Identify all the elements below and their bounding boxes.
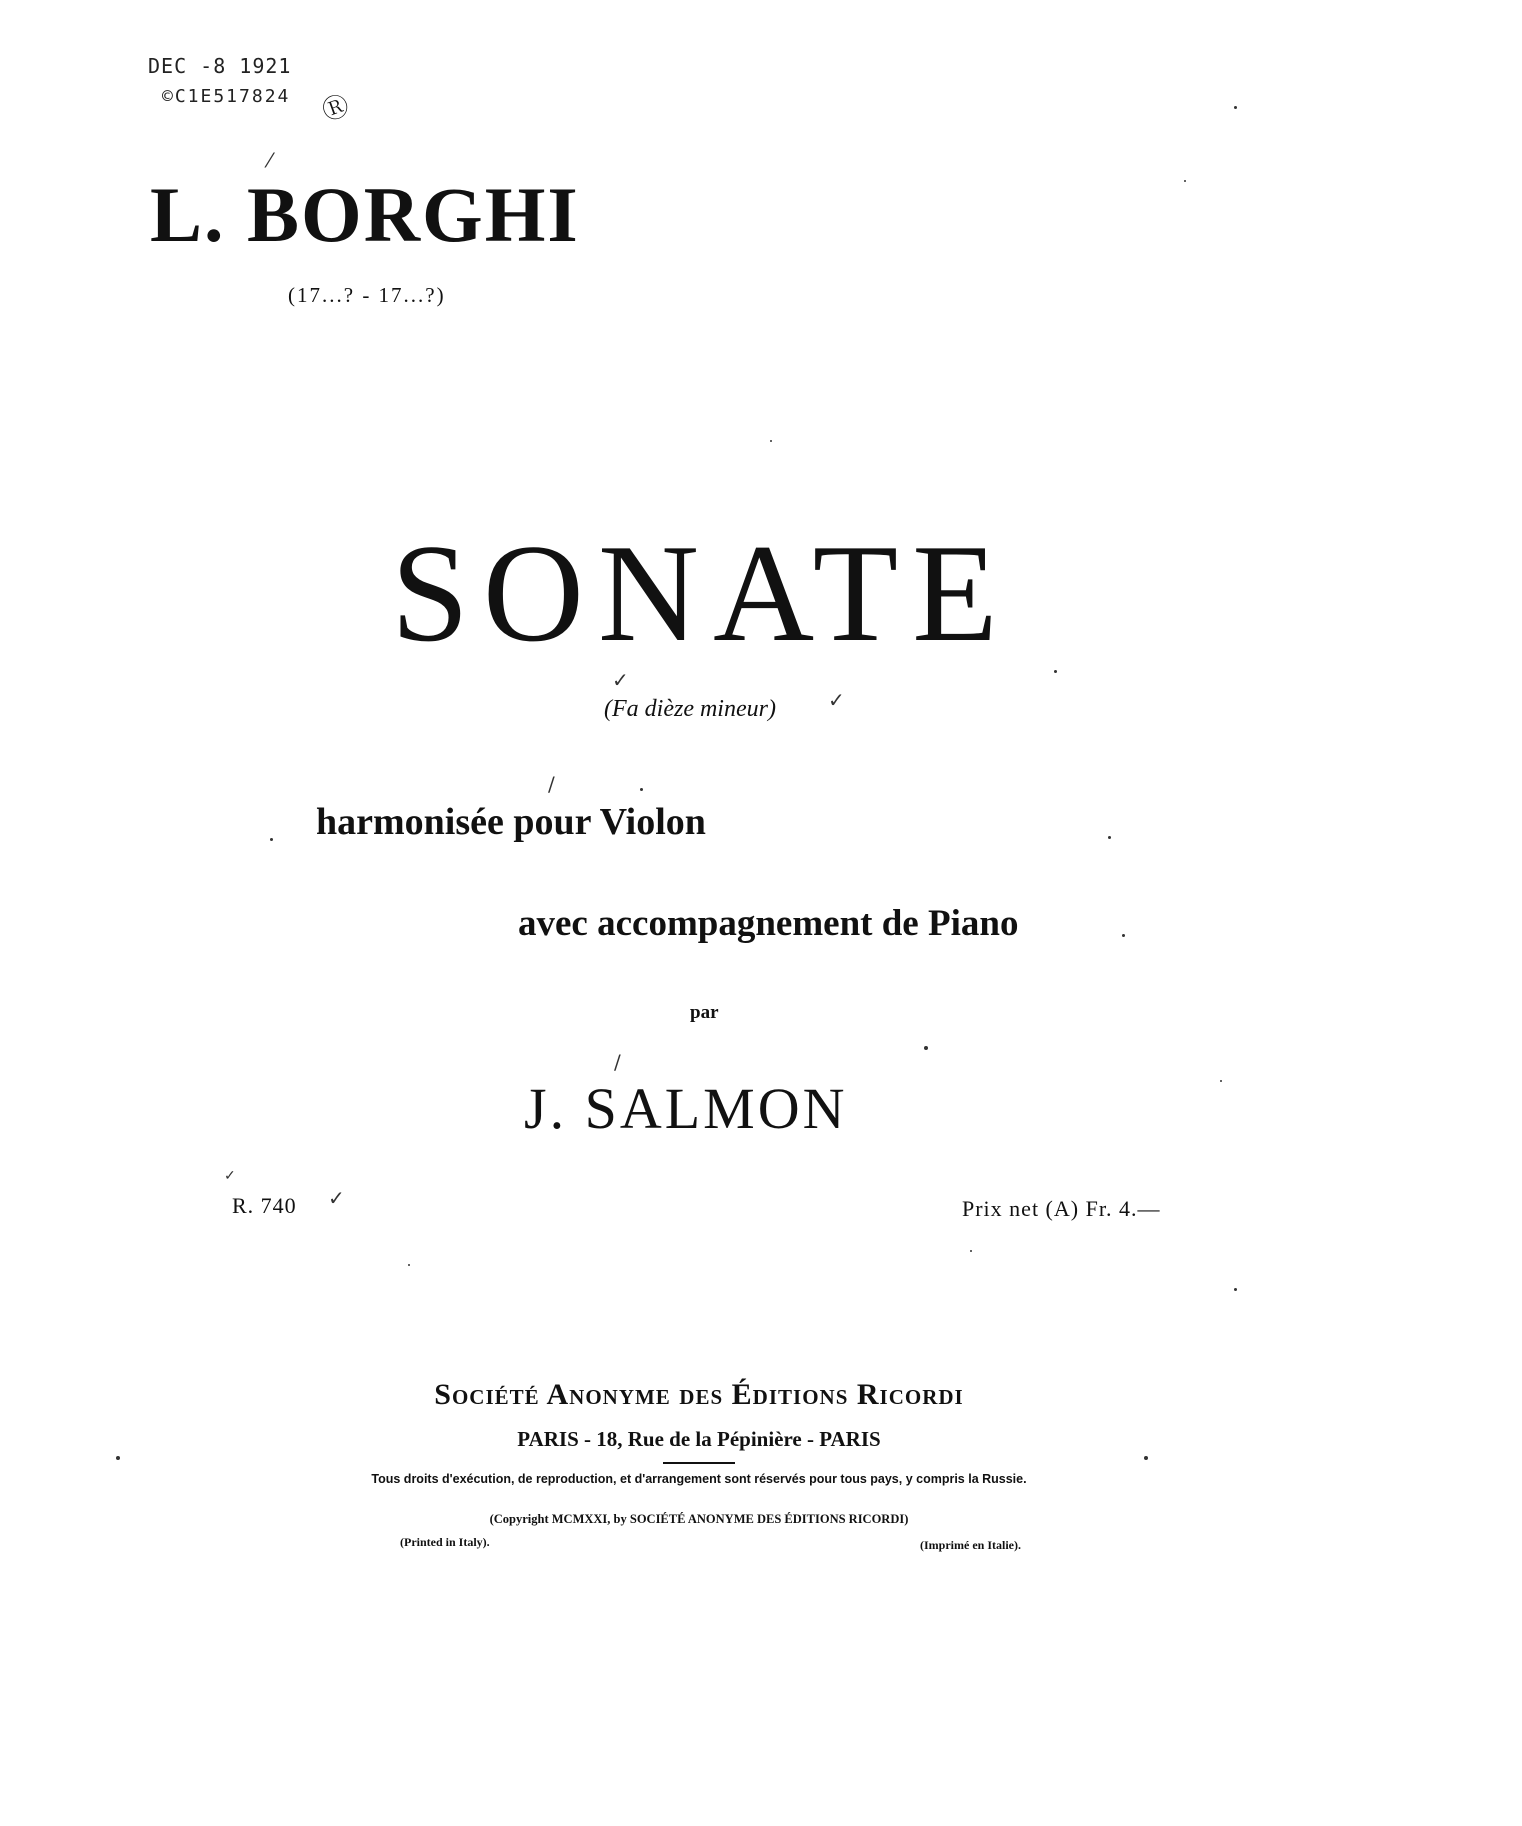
check-mark-icon: ✓ [612,668,629,692]
instrumentation-line-1: harmonisée pour Violon [316,801,706,843]
scan-speck [1122,934,1125,937]
scan-speck [924,1046,928,1050]
check-mark-icon: ✓ [828,688,845,712]
instrumentation-line-2: avec accompagnement de Piano [518,903,1019,944]
scan-speck [1108,836,1111,839]
copyright-notice: (Copyright MCMXXI, by SOCIÉTÉ ANONYME DES ÉDITIONS RICORDI) [489,1512,909,1526]
work-title: SONATE [391,516,1012,671]
publisher-address: PARIS - 18, Rue de la Pépinière - PARIS [517,1427,881,1451]
scan-speck [640,788,643,791]
check-mark-icon: ✓ [224,1168,236,1184]
imprime-en-notice: (Imprimé en Italie). [920,1538,1021,1552]
rights-notice: Tous droits d'exécution, de reproduction, et d'arrangement sont réservés pour tous pays, y compris la Russie. [371,1472,1027,1486]
check-mark-icon: ✓ [328,1186,345,1210]
composer-dates: (17...? - 17...?) [288,283,446,307]
scan-speck [770,440,772,442]
scan-speck [1234,106,1237,109]
scan-speck [970,1250,972,1252]
stamp-registration: ©C1E517824 [162,86,291,107]
stamp-initial-mark: Ⓡ [318,90,354,128]
divider [663,1462,735,1464]
publisher-name: Société Anonyme des Éditions Ricordi [434,1378,964,1411]
check-mark-icon: / [548,772,555,796]
by-label: par [690,1002,719,1023]
scan-speck [116,1456,120,1460]
work-key: (Fa dièze mineur) [604,696,776,722]
scan-speck [270,838,273,841]
catalog-number: R. 740 [232,1193,297,1218]
scan-speck [1220,1080,1222,1082]
price: Prix net (A) Fr. 4.— [962,1196,1161,1221]
scan-speck [1234,1288,1237,1291]
arranger-name: J. SALMON [524,1076,848,1141]
stamp-date: DEC -8 1921 [148,54,292,78]
printed-in-notice: (Printed in Italy). [400,1535,490,1549]
scan-speck [408,1264,410,1266]
check-mark-icon: ⁄ [268,148,272,172]
scan-speck [1144,1456,1148,1460]
scan-speck [1054,670,1057,673]
scan-speck [1184,180,1186,182]
check-mark-icon: / [614,1050,621,1074]
composer-name: L. BORGHI [150,171,580,258]
